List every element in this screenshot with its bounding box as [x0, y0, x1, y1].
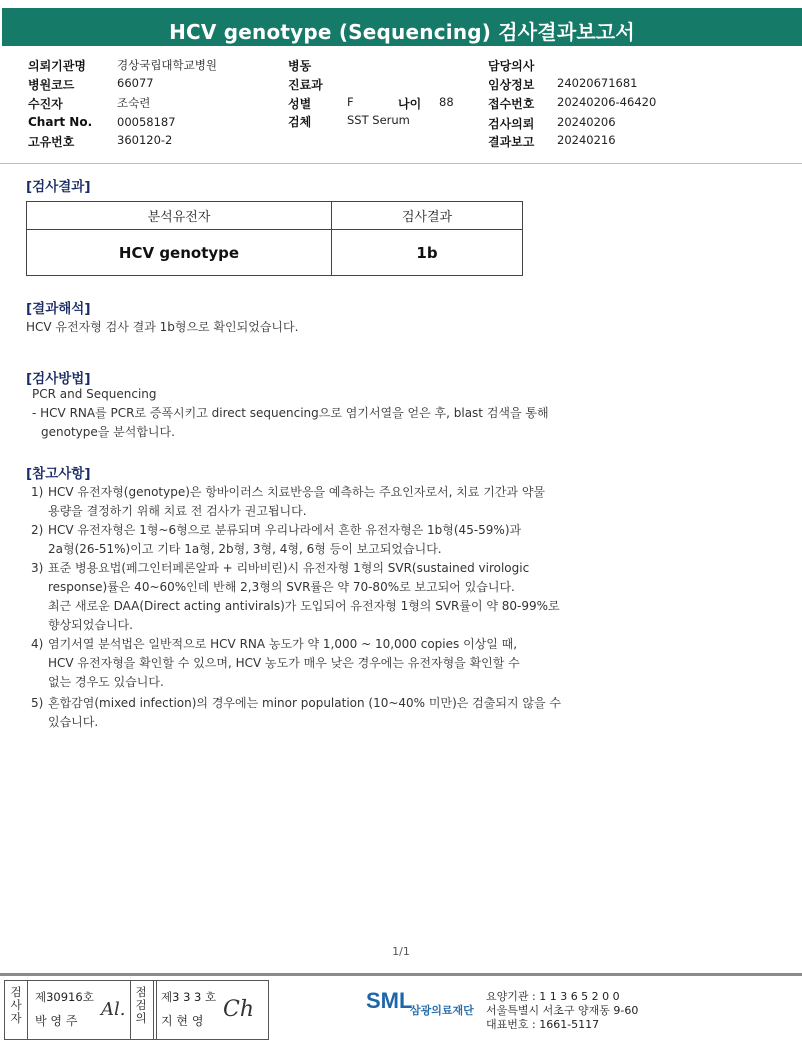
- method-line-1: PCR and Sequencing: [32, 387, 157, 401]
- report-header: [2, 8, 802, 46]
- reviewer-name: 지 현 영: [161, 1014, 204, 1028]
- note-line: HCV 유전자형(genotype)은 항바이러스 치료반응을 예측하는 주요인자로서, 치료 기간과 약물: [48, 485, 546, 499]
- page-number: 1/1: [392, 945, 410, 958]
- note-number: 3): [31, 561, 44, 575]
- divider: [0, 163, 802, 164]
- value-request-date: 20240206: [557, 115, 616, 129]
- note-line: HCV 유전자형을 확인할 수 있으며, HCV 농도가 매우 낮은 경우에는 유전자형을 확인할 수: [48, 656, 520, 670]
- label-clinical-info: 임상정보: [488, 78, 535, 92]
- value-hospital: 경상국립대학교병원: [117, 58, 217, 72]
- note-line: 최근 새로운 DAA(Direct acting antivirals)가 도입되어 유전자형 1형의 SVR률이 약 80-99%로: [48, 599, 560, 613]
- note-line: 염기서열 분석법은 일반적으로 HCV RNA 농도가 약 1,000 ~ 10,000 copies 이상일 때,: [48, 637, 518, 651]
- label-chart-no: Chart No.: [28, 115, 93, 129]
- value-receipt-no: 20240206-46420: [557, 95, 657, 109]
- section-reference-title: [참고사항]: [26, 466, 91, 482]
- org-code: 요양기관 : 1 1 3 6 5 2 0 0: [486, 990, 620, 1003]
- table-header-row: [27, 202, 523, 230]
- result-table: [26, 201, 523, 276]
- value-hospital-code: 66077: [117, 76, 154, 90]
- box-divider: [27, 981, 28, 1039]
- footer-divider: [0, 973, 802, 976]
- examiner-id: 제30916호: [35, 990, 94, 1004]
- label-unique-no: 고유번호: [28, 135, 75, 149]
- table-row: [27, 230, 523, 276]
- method-line-2: - HCV RNA를 PCR로 증폭시키고 direct sequencing으로 염기서열을 얻은 후, blast 검색을 통해: [32, 406, 549, 420]
- note-line: 용량을 결정하기 위해 치료 전 검사가 권고됩니다.: [48, 504, 307, 518]
- cell-result: 1b: [332, 230, 523, 276]
- note-number: 5): [31, 696, 44, 710]
- interpretation-text: HCV 유전자형 검사 결과 1b형으로 확인되었습니다.: [26, 320, 299, 334]
- value-sex: F: [347, 95, 354, 109]
- reviewer-id: 제3 3 3 호: [161, 990, 217, 1004]
- label-report-date: 결과보고: [488, 135, 535, 149]
- label-department: 진료과: [288, 78, 323, 92]
- box-divider: [130, 981, 131, 1039]
- method-line-3: genotype을 분석합니다.: [41, 425, 175, 439]
- note-line: 향상되었습니다.: [48, 618, 133, 632]
- note-line: 2a형(26-51%)이고 기타 1a형, 2b형, 3형, 4형, 6형 등이 보고되었습니다.: [48, 542, 442, 556]
- box-divider: [153, 981, 154, 1039]
- value-report-date: 20240216: [557, 133, 616, 147]
- examiner-signature: Al.: [101, 999, 126, 1020]
- label-ward: 병동: [288, 59, 312, 73]
- value-unique-no: 360120-2: [117, 133, 173, 147]
- note-line: response)률은 40~60%인데 반해 2,3형의 SVR률은 약 70-80%로 보고되어 있습니다.: [48, 580, 515, 594]
- reviewer-label-text: 점검의: [135, 985, 147, 1025]
- section-interpretation-title: [결과해석]: [26, 301, 91, 317]
- reviewer-label: [133, 986, 149, 1025]
- value-clinical-info: 24020671681: [557, 76, 638, 90]
- note-number: 1): [31, 485, 44, 499]
- examiner-label-text: 검사자: [10, 985, 22, 1025]
- reviewer-signature: Ch: [223, 997, 255, 1022]
- value-chart-no: 00058187: [117, 115, 176, 129]
- note-number: 2): [31, 523, 44, 537]
- note-line: 없는 경우도 있습니다.: [48, 675, 164, 689]
- note-line: 혼합감염(mixed infection)의 경우에는 minor population (10~40% 미만)은 검출되지 않을 수: [48, 696, 561, 710]
- header-result: 검사결과: [332, 202, 523, 230]
- note-line: HCV 유전자형은 1형~6형으로 분류되며 우리나라에서 흔한 유전자형은 1b형(45-59%)과: [48, 523, 522, 537]
- org-address: 서울특별시 서초구 양재동 9-60: [486, 1004, 639, 1017]
- note-number: 4): [31, 637, 44, 651]
- label-receipt-no: 접수번호: [488, 97, 535, 111]
- value-age: 88: [439, 95, 454, 109]
- note-line: 있습니다.: [48, 715, 99, 729]
- note-line: 표준 병용요법(페그인터페론알파 + 리바비린)시 유전자형 1형의 SVR(sustained virologic: [48, 561, 530, 575]
- label-hospital: 의뢰기관명: [28, 59, 86, 73]
- label-patient: 수진자: [28, 97, 63, 111]
- label-sex: 성별: [288, 97, 312, 111]
- label-age: 나이: [398, 97, 422, 111]
- label-hospital-code: 병원코드: [28, 78, 75, 92]
- header-gene: 분석유전자: [27, 202, 332, 230]
- examiner-name: 박 영 주: [35, 1014, 78, 1028]
- value-specimen: SST Serum: [347, 113, 410, 127]
- org-phone: 대표번호 : 1661-5117: [486, 1018, 600, 1031]
- examiner-label: [8, 986, 24, 1025]
- label-doctor: 담당의사: [488, 59, 535, 73]
- label-specimen: 검체: [288, 115, 312, 129]
- section-result-title: [검사결과]: [26, 179, 91, 195]
- reviewer-box: [131, 980, 269, 1040]
- sml-logo: SML: [366, 988, 413, 1013]
- cell-gene: HCV genotype: [27, 230, 332, 276]
- report-title: HCV genotype (Sequencing) 검사결과보고서: [169, 20, 635, 44]
- section-method-title: [검사방법]: [26, 371, 91, 387]
- value-patient: 조숙련: [117, 96, 151, 110]
- label-request-date: 검사의뢰: [488, 117, 535, 131]
- org-name: 삼광의료재단: [410, 1004, 474, 1017]
